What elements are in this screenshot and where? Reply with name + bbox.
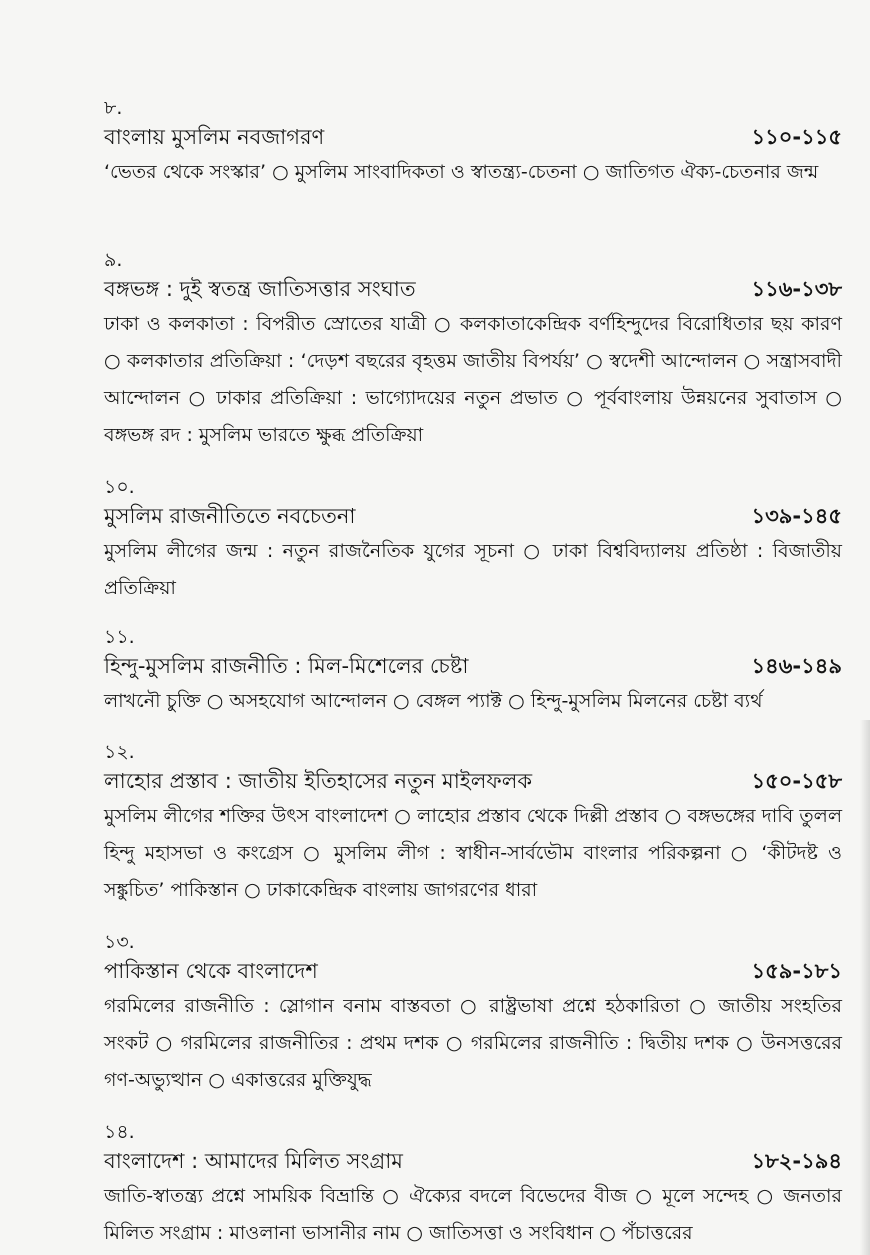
chapter-title: লাহোর প্রস্তাব : জাতীয় ইতিহাসের নতুন মাইলফলক [104,769,533,793]
chapter-title: বঙ্গভঙ্গ : দুই স্বতন্ত্র জাতিসত্তার সংঘাত [104,277,416,301]
chapter-page-range: ১১০-১১৫ [751,125,842,149]
chapter-10 [104,475,842,607]
chapter-title: মুসলিম রাজনীতিতে নবচেতনা [104,504,356,528]
chapter-number: ১৪. [104,1121,135,1143]
chapter-title: বাংলায় মুসলিম নবজাগরণ [104,125,325,149]
chapter-heading [104,120,842,154]
chapter-page-range: ১১৬-১৩৮ [751,277,842,301]
chapter-title: হিন্দু-মুসলিম রাজনীতি : মিল-মিশেলের চেষ্টা [104,654,469,678]
chapter-description: জাতি-স্বাতন্ত্র্য প্রশ্নে সাময়িক বিভ্রান্তি ○ ঐক্যের বদলে বিভেদের বীজ ○ মূলে সন্দেহ ○ জনতার মিলিত সংগ্রাম : মাওলানা ভাসানীর নাম ○ জাতিসত্তা ও সংবিধান ○ পঁচাত্তরের [104,1185,842,1244]
chapter-heading [104,1144,842,1178]
chapter-page-range: ১৫০-১৫৮ [751,769,842,793]
chapter-page-range: ১৪৬-১৪৯ [751,654,842,678]
chapter-12 [104,740,842,909]
chapter-13 [104,930,842,1099]
chapter-14 [104,1120,842,1252]
chapter-description: ঢাকা ও কলকাতা : বিপরীত স্রোতের যাত্রী ○ কলকাতাকেন্দ্রিক বর্ণহিন্দুদের বিরোধিতার ছয় কারণ ○ কলকাতার প্রতিক্রিয়া : ‘দেড়শ বছরের বৃহত্তম জাতীয় বিপর্যয়’ ○ স্বদেশী আন্দোলন ○ সন্ত্রাসবাদী আন্দোলন ○ ঢাকার প্রতিক্রিয়া : ভাগ্যোদয়ের নতুন প্রভাত ○ পূর্ববাংলায় উন্নয়নের সুবাতাস ○ বঙ্গভঙ্গ রদ : মুসলিম ভারতে ক্ষুব্ধ প্রতিক্রিয়া [104,313,842,446]
chapter-page-range: ১৮২-১৯৪ [751,1149,842,1173]
chapter-page-range: ১৫৯-১৮১ [751,959,842,983]
chapter-11 [104,625,842,720]
chapter-9 [104,248,842,454]
chapter-8 [104,96,842,191]
chapter-description: মুসলিম লীগের জন্ম : নতুন রাজনৈতিক যুগের সূচনা ○ ঢাকা বিশ্ববিদ্যালয় প্রতিষ্ঠা : বিজাতীয় প্রতিক্রিয়া [104,540,842,599]
chapter-heading [104,954,842,988]
chapter-title: বাংলাদেশ : আমাদের মিলিত সংগ্রাম [104,1149,403,1173]
page-edge-shadow [860,720,870,1255]
chapter-description: মুসলিম লীগের শক্তির উৎস বাংলাদেশ ○ লাহোর প্রস্তাব থেকে দিল্লী প্রস্তাব ○ বঙ্গভঙ্গের দাবি তুলল হিন্দু মহাসভা ও কংগ্রেস ○ মুসলিম লীগ : স্বাধীন-সার্বভৌম বাংলার পরিকল্পনা ○ ‘কীটদষ্ট ও সঙ্কুচিত’ পাকিস্তান ○ ঢাকাকেন্দ্রিক বাংলায় জাগরণের ধারা [104,805,842,901]
chapter-description: ‘ভেতর থেকে সংস্কার’ ○ মুসলিম সাংবাদিকতা ও স্বাতন্ত্র্য-চেতনা ○ জাতিগত ঐক্য-চেতনার জন্ম [104,161,819,183]
chapter-title: পাকিস্তান থেকে বাংলাদেশ [104,959,318,983]
chapter-number: ১৩. [104,931,135,953]
chapter-description: গরমিলের রাজনীতি : স্লোগান বনাম বাস্তবতা ○ রাষ্ট্রভাষা প্রশ্নে হঠকারিতা ○ জাতীয় সংহতির সংকট ○ গরমিলের রাজনীতির : প্রথম দশক ○ গরমিলের রাজনীতি : দ্বিতীয় দশক ○ উনসত্তরের গণ-অভ্যুত্থান ○ একাত্তরের মুক্তিযুদ্ধ [104,995,842,1091]
chapter-heading [104,272,842,306]
chapter-description: লাখনৌ চুক্তি ○ অসহযোগ আন্দোলন ○ বেঙ্গল প্যাক্ট ○ হিন্দু-মুসলিম মিলনের চেষ্টা ব্যর্থ [104,690,763,712]
chapter-page-range: ১৩৯-১৪৫ [751,504,842,528]
chapter-number: ১২. [104,741,135,763]
chapter-heading [104,499,842,533]
chapter-number: ১১. [104,626,135,648]
chapter-heading [104,764,842,798]
chapter-number: ১০. [104,476,135,498]
chapter-number: ৯. [104,249,123,271]
chapter-number: ৮. [104,97,123,119]
chapter-heading [104,649,842,683]
